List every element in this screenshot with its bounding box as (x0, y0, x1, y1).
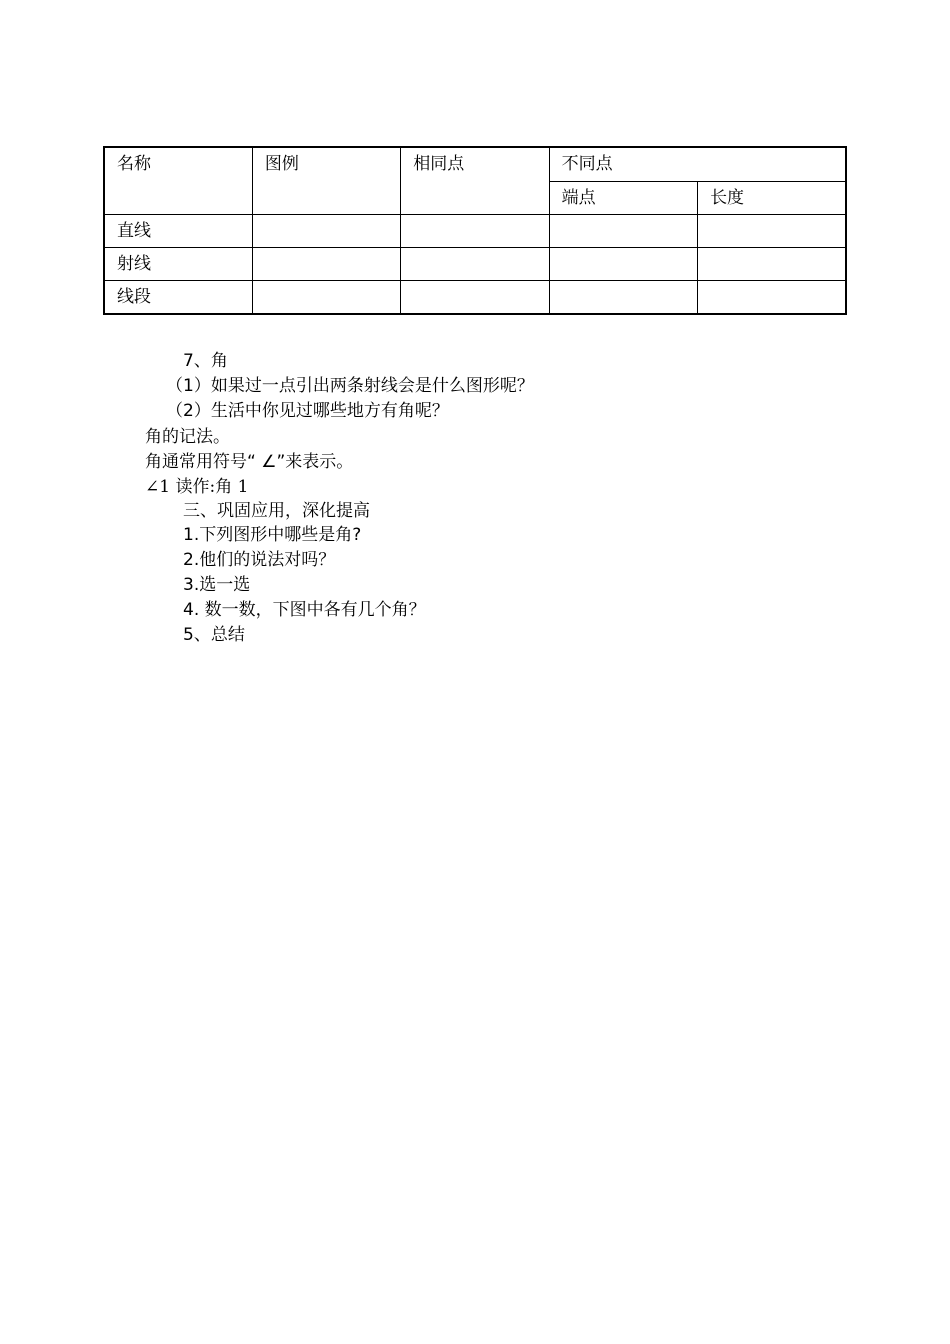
comparison-table (103, 146, 847, 315)
section-angle-heading: 7、角 (183, 351, 228, 371)
table-row (104, 248, 846, 281)
header-legend: 图例 (252, 147, 400, 215)
question-1: （1）如果过一点引出两条射线会是什么图形呢？ (166, 376, 534, 396)
exercise-1: 1.下列图形中哪些是角? (183, 525, 362, 545)
table-header-row (104, 147, 846, 181)
cell-empty (252, 248, 400, 281)
cell-empty (549, 281, 697, 315)
angle-symbol-text: 角通常用符号“ ∠”来表示。 (145, 452, 354, 472)
header-name: 名称 (104, 147, 252, 215)
table-row (104, 215, 846, 248)
angle-notation-title: 角的记法。 (145, 427, 230, 447)
angle-reading-text: ∠1 读作:角 1 (145, 477, 249, 497)
header-diff: 不同点 (549, 147, 846, 181)
cell-empty (549, 215, 697, 248)
exercise-2: 2.他们的说法对吗？ (183, 550, 336, 570)
summary-heading: 5、总结 (183, 625, 245, 645)
cell-empty (401, 215, 549, 248)
question-2: （2）生活中你见过哪些地方有角呢？ (166, 401, 449, 421)
cell-empty (698, 281, 846, 315)
header-same: 相同点 (401, 147, 549, 215)
cell-empty (401, 281, 549, 315)
row-name: 线段 (104, 281, 252, 315)
exercise-4: 4. 数一数，下图中各有几个角？ (183, 600, 426, 620)
table-row (104, 281, 846, 315)
header-endpoint: 端点 (549, 181, 697, 215)
row-name: 直线 (104, 215, 252, 248)
cell-empty (549, 248, 697, 281)
cell-empty (698, 248, 846, 281)
header-length: 长度 (698, 181, 846, 215)
exercise-3: 3.选一选 (183, 575, 251, 595)
row-name: 射线 (104, 248, 252, 281)
cell-empty (252, 281, 400, 315)
cell-empty (252, 215, 400, 248)
cell-empty (698, 215, 846, 248)
cell-empty (401, 248, 549, 281)
section-three-heading: 三、巩固应用，深化提高 (183, 501, 370, 521)
